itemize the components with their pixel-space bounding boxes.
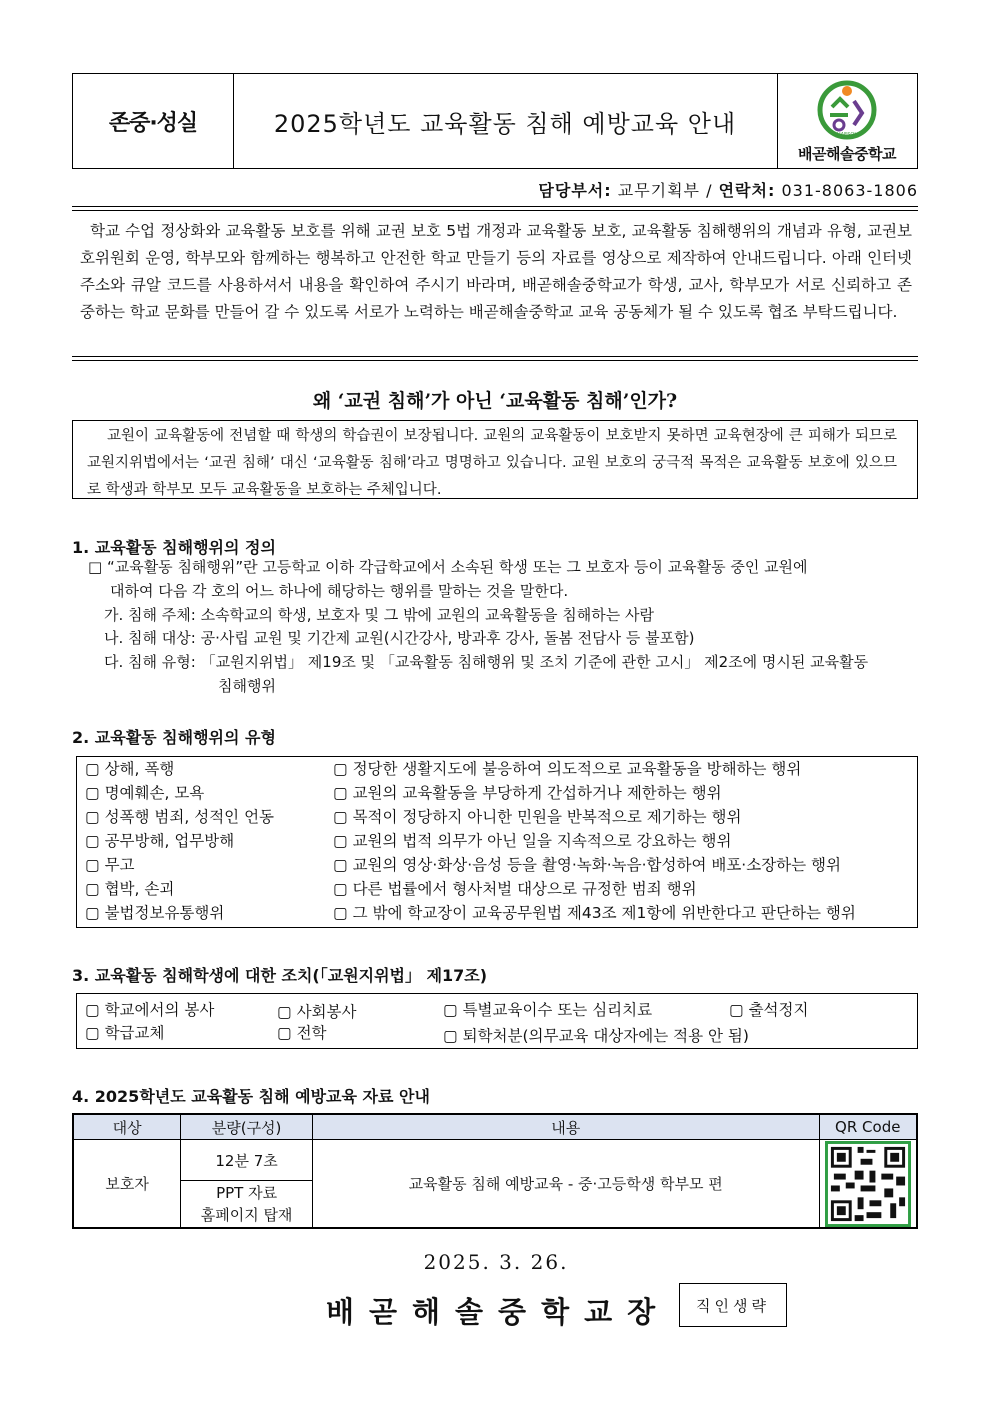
type-left: ▢ 상해, 폭행	[85, 760, 175, 778]
duration-cell: 12분 7초	[181, 1140, 313, 1181]
section2-title: 2. 교육활동 침해행위의 유형	[72, 728, 276, 747]
definition-item: 가. 침해 주체: 소속학교의 학생, 보호자 및 그 밖에 교원의 교육활동을 침해하는 사람	[104, 606, 654, 624]
type-left: ▢ 공무방해, 업무방해	[85, 832, 235, 850]
measure-item: ▢ 퇴학처분(의무교육 대상자에는 적용 안 됨)	[443, 1027, 749, 1045]
school-motto: 존중·성실	[73, 74, 234, 168]
list-item	[85, 853, 915, 877]
measure-item: ▢ 학급교체	[85, 1024, 165, 1042]
phone-label: 연락처:	[718, 181, 776, 200]
section1-title: 1. 교육활동 침해행위의 정의	[72, 538, 276, 557]
seal-box: 직인생략	[679, 1283, 787, 1327]
table-row	[73, 1140, 917, 1181]
definition-item: 침해행위	[218, 677, 276, 695]
column-header: 분량(구성)	[181, 1114, 313, 1140]
type-right: ▢ 목적이 정당하지 아니한 민원을 반복적으로 제기하는 행위	[333, 808, 742, 826]
type-right: ▢ 정당한 생활지도에 불응하여 의도적으로 교육활동을 방해하는 행위	[333, 760, 802, 778]
type-left: ▢ 협박, 손괴	[85, 880, 175, 898]
header-box	[72, 73, 918, 169]
divider	[72, 206, 918, 211]
intro-paragraph: 학교 수업 정상화와 교육활동 보호를 위해 교권 보호 5법 개정과 교육활동 보호, 교육활동 침해행위의 개념과 유형, 교권보호위원회 운영, 학부모와 함께하는 행복하고 안전한 학교 만들기 등의 자료를 영상으로 제작하여 안내드립니다. 아래 인터넷 주소와 큐알 코드를 사용하셔서 내용을 확인하여 주시기 바라며, 배곧해솔중학교가 학생, 교사, 학부모가 서로 신뢰하고 존중하는 학교 문화를 만들어 갈 수 있도록 서로가 노력하는 배곧해솔중학교 교육 공동체가 될 수 있도록 협조 부탁드립니다.	[80, 222, 912, 321]
column-header: 내용	[312, 1114, 819, 1140]
school-name-label: 배곧해솔중학교	[798, 144, 896, 163]
phone-value: 031-8063-1806	[781, 181, 918, 200]
contact-line	[538, 178, 918, 201]
why-box: 교원이 교육활동에 전념할 때 학생의 학습권이 보장됩니다. 교원의 교육활동이 보호받지 못하면 교육현장에 큰 피해가 되므로 교원지위법에서는 ‘교권 침해’ 대신 ‘교육활동 침해’라고 명명하고 있습니다. 교원 보호의 궁극적 목적은 교육활동 보호에 있으므로 학생과 학부모 모두 교육활동을 보호하는 주체입니다.	[72, 420, 918, 499]
type-right: ▢ 교원의 법적 의무가 아닌 일을 지속적으로 강요하는 행위	[333, 832, 732, 850]
table-header-row	[73, 1114, 917, 1140]
why-heading: 왜 ‘교권 침해’가 아닌 ‘교육활동 침해’인가?	[312, 390, 678, 412]
duration-cell: PPT 자료 홈페이지 탑재	[181, 1181, 313, 1229]
list-item	[85, 877, 915, 901]
list-item	[85, 829, 915, 853]
dept-label: 담당부서:	[538, 181, 612, 200]
logo-text: HAESOL	[836, 131, 858, 138]
qr-cell	[819, 1140, 917, 1229]
target-cell: 보호자	[73, 1140, 181, 1229]
contact-separator: /	[706, 181, 713, 200]
school-logo	[777, 74, 917, 168]
qr-code-icon[interactable]	[825, 1141, 911, 1227]
type-right: ▢ 교원의 영상·화상·음성 등을 촬영·녹화·녹음·합성하여 배포·소장하는 행위	[333, 856, 841, 874]
measure-item: ▢ 특별교육이수 또는 심리치료	[443, 1001, 653, 1019]
page-title: 2025학년도 교육활동 침해 예방교육 안내	[233, 74, 778, 168]
measures-box	[76, 993, 918, 1049]
measure-item: ▢ 사회봉사	[277, 1003, 357, 1021]
violation-types-box	[76, 756, 918, 928]
section4-title: 4. 2025학년도 교육활동 침해 예방교육 자료 안내	[72, 1087, 430, 1106]
list-item	[85, 781, 915, 805]
list-item	[85, 901, 915, 925]
column-header: QR Code	[819, 1114, 917, 1140]
document-date: 2025. 3. 26.	[423, 1250, 569, 1274]
content-cell: 교육활동 침해 예방교육 - 중·고등학생 학부모 편	[312, 1140, 819, 1229]
type-left: ▢ 명예훼손, 모욕	[85, 784, 205, 802]
type-left: ▢ 불법정보유통행위	[85, 904, 225, 922]
principal-signature: 배곧해솔중학교장	[326, 1295, 671, 1329]
type-right: ▢ 교원의 교육활동을 부당하게 간섭하거나 제한하는 행위	[333, 784, 722, 802]
definition-item: 다. 침해 유형: 「교원지위법」 제19조 및 「교육활동 침해행위 및 조치 기준에 관한 고시」 제2조에 명시된 교육활동	[104, 653, 869, 671]
divider	[72, 356, 918, 361]
list-item	[85, 757, 915, 781]
list-item	[85, 805, 915, 829]
measure-item: ▢ 학교에서의 봉사	[85, 1001, 215, 1019]
type-right: ▢ 다른 법률에서 형사처벌 대상으로 규정한 범죄 행위	[333, 880, 697, 898]
type-left: ▢ 성폭행 범죄, 성적인 언동	[85, 808, 275, 826]
type-left: ▢ 무고	[85, 856, 135, 874]
dept-value: 교무기획부	[617, 181, 701, 200]
definition-line: □ “교육활동 침해행위”란 고등학교 이하 각급학교에서 소속된 학생 또는 그 보호자 등이 교육활동 중인 교원에	[88, 558, 808, 576]
measure-item: ▢ 출석정지	[729, 1001, 809, 1019]
column-header: 대상	[73, 1114, 181, 1140]
measure-item: ▢ 전학	[277, 1024, 327, 1042]
section3-title: 3. 교육활동 침해학생에 대한 조치(「교원지위법」 제17조)	[72, 966, 488, 985]
definition-line: 대하여 다음 각 호의 어느 하나에 해당하는 행위를 말하는 것을 말한다.	[110, 582, 569, 600]
definition-item: 나. 침해 대상: 공·사립 교원 및 기간제 교원(시간강사, 방과후 강사, 돌봄 전담사 등 불포함)	[104, 629, 695, 647]
school-emblem-icon	[814, 79, 880, 141]
materials-table	[72, 1113, 918, 1229]
type-right: ▢ 그 밖에 학교장이 교육공무원법 제43조 제1항에 위반한다고 판단하는 행위	[333, 904, 856, 922]
